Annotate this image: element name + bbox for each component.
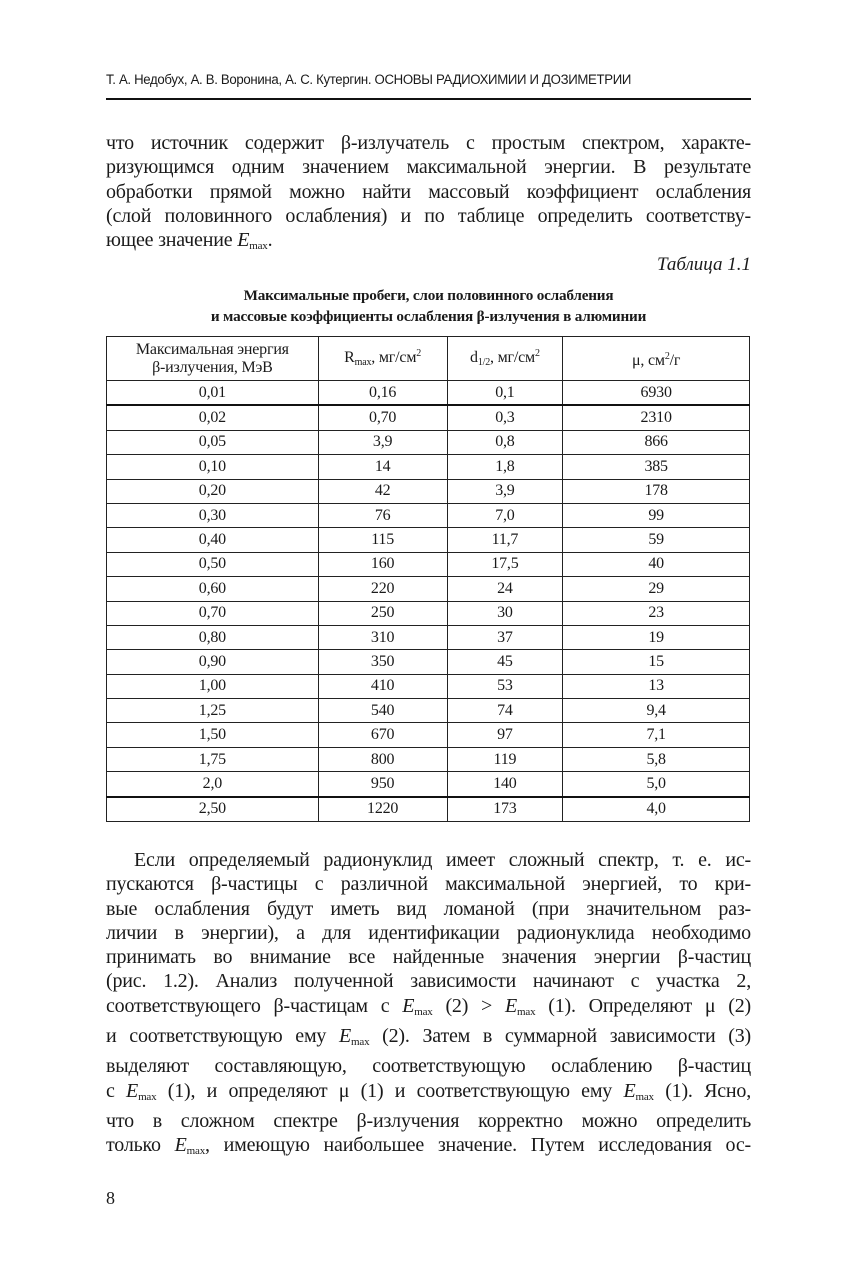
text-line: и соответствующую ему $E_{max}$ (2). Затем в суммарной зависимости (3) — [106, 1025, 751, 1049]
cell-d-half: 0,8 — [447, 430, 563, 454]
paragraph-complex-spectrum — [106, 848, 751, 1164]
text-line: вые ослабления будут иметь вид ломаной (при значительном раз- — [106, 897, 751, 920]
paragraph-intro — [106, 131, 751, 258]
cell-d-half: 0,1 — [447, 381, 563, 406]
text-line: (рис. 1.2). Анализ полученной зависимости начинают с участка 2, — [106, 970, 751, 993]
table-row — [107, 674, 750, 698]
text-line: (слой половинного ослабления) и по таблице определить соответству- — [106, 204, 751, 227]
cell-d-half: 7,0 — [447, 503, 563, 527]
cell-energy: 0,02 — [107, 405, 319, 430]
text-line: с $E_{max}$ (1), и определяют μ (1) и соответствующую ему $E_{max}$ (1). Ясно, — [106, 1079, 751, 1103]
cell-d-half: 24 — [447, 577, 563, 601]
cell-d-half: 97 — [447, 723, 563, 747]
table-row — [107, 601, 750, 625]
text-line: обработки прямой можно найти массовый коэффициент ослабления — [106, 180, 751, 203]
cell-energy: 0,30 — [107, 503, 319, 527]
table-row — [107, 723, 750, 747]
cell-mu: 5,0 — [563, 772, 750, 797]
cell-mu: 2310 — [563, 405, 750, 430]
table-row — [107, 503, 750, 527]
text-line: только $E_{max}$, имеющую наибольшее значение. Путем исследования ос- — [106, 1134, 751, 1158]
table-row — [107, 528, 750, 552]
table-row — [107, 577, 750, 601]
cell-energy: 0,20 — [107, 479, 319, 503]
cell-d-half: 140 — [447, 772, 563, 797]
cell-d-half: 45 — [447, 650, 563, 674]
cell-d-half: 17,5 — [447, 552, 563, 576]
table-header-row — [107, 337, 750, 381]
cell-rmax: 115 — [318, 528, 447, 552]
cell-d-half: 1,8 — [447, 455, 563, 479]
cell-rmax: 0,16 — [318, 381, 447, 406]
cell-rmax: 1220 — [318, 797, 447, 822]
text-line: что источник содержит β-излучатель с простым спектром, характе- — [106, 132, 751, 154]
cell-rmax: 160 — [318, 552, 447, 576]
cell-energy: 0,10 — [107, 455, 319, 479]
table-row — [107, 650, 750, 674]
header-mu: μ, $см^2/г$ — [563, 337, 750, 381]
cell-mu: 15 — [563, 650, 750, 674]
table-row — [107, 625, 750, 649]
cell-energy: 0,80 — [107, 625, 319, 649]
cell-energy: 0,50 — [107, 552, 319, 576]
cell-mu: 866 — [563, 430, 750, 454]
text-line: ющее значение $E_{max}$. — [106, 229, 273, 253]
header-d-half: $d_{1/2}$, $мг/см^2$ — [447, 337, 563, 381]
cell-rmax: 310 — [318, 625, 447, 649]
table-row — [107, 747, 750, 771]
table-row — [107, 479, 750, 503]
cell-rmax: 250 — [318, 601, 447, 625]
table-row — [107, 430, 750, 454]
table-row — [107, 552, 750, 576]
cell-rmax: 220 — [318, 577, 447, 601]
cell-rmax: 670 — [318, 723, 447, 747]
cell-rmax: 350 — [318, 650, 447, 674]
text-line: выделяют составляющую, соответствующую ослаблению β-частиц — [106, 1055, 751, 1078]
cell-d-half: 37 — [447, 625, 563, 649]
header-rmax: $R_{max}$, $мг/см^2$ — [318, 337, 447, 381]
cell-mu: 5,8 — [563, 747, 750, 771]
cell-energy: 2,0 — [107, 772, 319, 797]
table-number-label: Таблица 1.1 — [657, 254, 751, 275]
text-line: пускаются β-частицы с различной максимальной энергией, то кри- — [106, 873, 751, 896]
cell-energy: 2,50 — [107, 797, 319, 822]
table-row — [107, 455, 750, 479]
cell-energy: 1,25 — [107, 699, 319, 723]
cell-energy: 0,70 — [107, 601, 319, 625]
cell-rmax: 76 — [318, 503, 447, 527]
symbol-e-max: $E_{max}$ — [237, 229, 268, 253]
cell-energy: 1,00 — [107, 674, 319, 698]
cell-energy: 0,05 — [107, 430, 319, 454]
text-line: принимать во внимание все найденные значения энергии β-частиц — [106, 946, 751, 969]
cell-d-half: 173 — [447, 797, 563, 822]
cell-rmax: 540 — [318, 699, 447, 723]
cell-mu: 9,4 — [563, 699, 750, 723]
cell-mu: 99 — [563, 503, 750, 527]
cell-d-half: 0,3 — [447, 405, 563, 430]
header-rule — [106, 98, 751, 100]
cell-mu: 178 — [563, 479, 750, 503]
cell-rmax: 14 — [318, 455, 447, 479]
table-row — [107, 699, 750, 723]
cell-d-half: 53 — [447, 674, 563, 698]
cell-d-half: 74 — [447, 699, 563, 723]
text-line: ризующимся одним значением максимальной энергии. В результате — [106, 156, 751, 179]
attenuation-table — [106, 336, 750, 822]
cell-energy: 0,90 — [107, 650, 319, 674]
table-caption: Максимальные пробеги, слои половинного ослабления и массовые коэффициенты ослабления β-излучения в алюминии — [210, 287, 647, 325]
cell-energy: 1,50 — [107, 723, 319, 747]
text-line: Если определяемый радионуклид имеет сложный спектр, т. е. ис- — [134, 849, 751, 871]
text-line: что в сложном спектре β-излучения корректно можно определить — [106, 1109, 751, 1132]
text-line: личии в энергии), а для идентификации радионуклида необходимо — [106, 921, 751, 944]
cell-rmax: 3,9 — [318, 430, 447, 454]
table-row — [107, 772, 750, 797]
table-row — [107, 405, 750, 430]
table-row — [107, 381, 750, 406]
cell-mu: 13 — [563, 674, 750, 698]
cell-mu: 4,0 — [563, 797, 750, 822]
table-row — [107, 797, 750, 822]
cell-mu: 7,1 — [563, 723, 750, 747]
text-line: соответствующего β-частицам с $E_{max}$ $(2) > E_{max}$ (1). Определяют μ (2) — [106, 994, 751, 1018]
cell-mu: 23 — [563, 601, 750, 625]
cell-rmax: 42 — [318, 479, 447, 503]
cell-mu: 6930 — [563, 381, 750, 406]
page-number: 8 — [106, 1188, 115, 1208]
cell-d-half: 30 — [447, 601, 563, 625]
cell-mu: 19 — [563, 625, 750, 649]
cell-mu: 59 — [563, 528, 750, 552]
cell-rmax: 0,70 — [318, 405, 447, 430]
cell-d-half: 11,7 — [447, 528, 563, 552]
cell-rmax: 410 — [318, 674, 447, 698]
cell-mu: 29 — [563, 577, 750, 601]
cell-rmax: 950 — [318, 772, 447, 797]
cell-d-half: 3,9 — [447, 479, 563, 503]
header-max-energy: Максимальная энергия β-излучения, МэВ — [107, 337, 319, 381]
running-head: Т. А. Недобух, А. В. Воронина, А. С. Кутергин. ОСНОВЫ РАДИОХИМИИ И ДОЗИМЕТРИИ — [106, 72, 632, 88]
cell-energy: 0,01 — [107, 381, 319, 406]
cell-mu: 40 — [563, 552, 750, 576]
cell-mu: 385 — [563, 455, 750, 479]
cell-energy: 0,60 — [107, 577, 319, 601]
cell-d-half: 119 — [447, 747, 563, 771]
cell-rmax: 800 — [318, 747, 447, 771]
cell-energy: 0,40 — [107, 528, 319, 552]
cell-energy: 1,75 — [107, 747, 319, 771]
